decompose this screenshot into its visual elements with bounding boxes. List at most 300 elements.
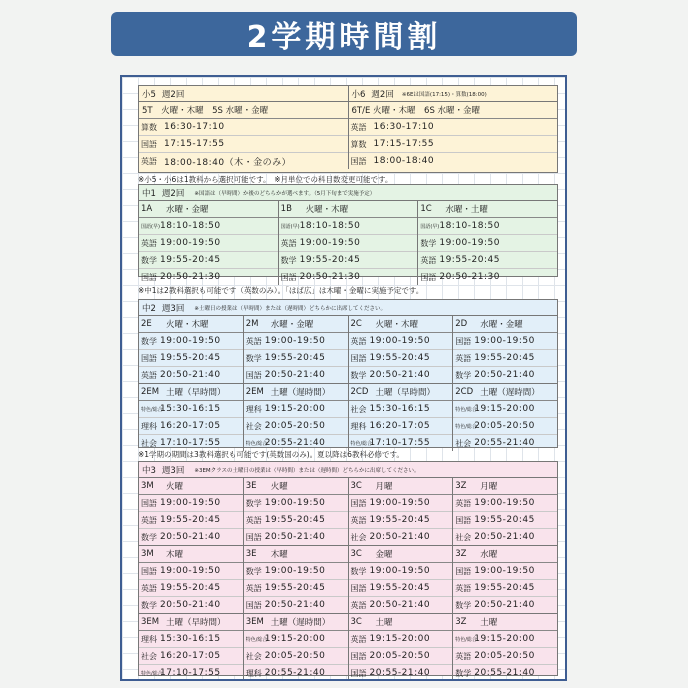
time-slot: 20:50-21:40 (264, 600, 326, 610)
time-slot: 19:15-20:00 (264, 634, 326, 644)
subject: 国語 (141, 566, 157, 576)
subject: 英語 (350, 336, 367, 346)
time-slot: 19:00-19:50 (369, 336, 431, 346)
time-slot: 20:50-21:40 (160, 600, 221, 610)
class-column (418, 201, 557, 285)
class-header (244, 614, 348, 631)
class-name: 2C (350, 319, 362, 329)
schedule-row (349, 367, 453, 383)
class-days: 月曜 (480, 482, 498, 492)
subject: 数学 (245, 498, 262, 508)
time-slot: 20:50-21:40 (264, 370, 326, 380)
time-slot: 20:50-21:40 (474, 532, 535, 542)
time-slot: 19:55-20:45 (264, 583, 326, 593)
subject: 国語 (420, 272, 437, 282)
subject: 数学 (350, 370, 367, 380)
grade7-footnote: ※中1は2教科選択も可能です（英数のみ）。「はば広」は木曜・金曜に実施予定です。 (138, 286, 424, 295)
class-name: 2CD (455, 387, 474, 397)
time-slot: 15:30-16:15 (369, 404, 431, 414)
class-name: 2D (455, 319, 468, 329)
page-title: 2学期時間割 (246, 20, 442, 55)
grade8-panel (138, 299, 558, 448)
subject: 国語 (350, 353, 367, 363)
subject: 英語 (420, 255, 437, 265)
schedule-row (418, 218, 557, 235)
class-header (279, 201, 418, 218)
schedule-row (244, 631, 348, 648)
subject: 数学 (455, 370, 472, 380)
schedule-row (139, 418, 243, 435)
subject: 英語 (455, 651, 472, 661)
subject: 英語 (350, 600, 367, 610)
schedule-row (453, 631, 557, 648)
time-slot: 20:05-20:50 (474, 651, 535, 661)
schedule-row (279, 235, 418, 252)
grade5-freq: 週2回 (161, 89, 185, 100)
class-column (244, 614, 349, 681)
subject: 数学 (350, 566, 367, 576)
schedule-row (453, 495, 557, 512)
subject: 国語 (245, 370, 262, 380)
class-days: 月曜 (375, 482, 393, 492)
subject: 国語 (350, 583, 367, 593)
subject: 社会 (350, 404, 367, 414)
time-slot: 16:20-17:05 (160, 421, 221, 431)
schedule-row (244, 418, 348, 435)
class-name: 3EM (141, 617, 160, 627)
schedule-row: 国語 18:00-18:40 (350, 156, 435, 166)
subject: 社会 (141, 651, 157, 661)
schedule-row (453, 350, 557, 367)
class-header (453, 478, 557, 495)
subject: 国語 (141, 353, 157, 363)
time-slot: 19:00-19:50 (369, 498, 431, 508)
time-slot: 19:15-20:00 (474, 404, 535, 414)
schedule-sheet (120, 75, 567, 681)
time-slot: 18:10-18:50 (160, 221, 221, 231)
class-header (244, 384, 348, 401)
subject: 英語 (245, 336, 262, 346)
subject: 国語(早) (280, 223, 300, 230)
schedule-row (418, 252, 557, 269)
time-slot: 19:00-19:50 (160, 238, 221, 248)
subject: 英語 (280, 238, 297, 248)
schedule-row (349, 597, 453, 613)
subject: 数学 (455, 668, 472, 678)
subject: 社会 (245, 651, 262, 661)
schedule-row (244, 350, 348, 367)
schedule-row (349, 529, 453, 545)
time-slot: 20:50-21:40 (369, 532, 431, 542)
schedule-row: 英語 18:00-18:40（木・金のみ） (141, 156, 292, 168)
schedule-row (453, 648, 557, 665)
grade8-saturday-block (139, 384, 557, 451)
schedule-row (453, 597, 557, 613)
class-column (139, 384, 244, 451)
schedule-row (139, 665, 243, 681)
schedule-row (279, 269, 418, 285)
class-name: 3E (245, 481, 257, 491)
time-slot: 19:15-20:00 (474, 634, 535, 644)
schedule-row (139, 350, 243, 367)
subject: 英語 (350, 515, 367, 525)
schedule-row (349, 665, 453, 681)
schedule-row (244, 580, 348, 597)
class-header (244, 316, 348, 333)
schedule-row (139, 529, 243, 545)
schedule-row (244, 597, 348, 613)
class-column (139, 546, 244, 613)
time-slot: 20:05-20:50 (474, 421, 535, 431)
grade9-block-1 (139, 478, 557, 545)
schedule-row (279, 252, 418, 269)
class-days: 水曜・金曜 (480, 320, 523, 330)
class-header (453, 546, 557, 563)
class-name: 3Z (455, 549, 467, 559)
class-column (349, 316, 454, 383)
time-slot: 20:50-21:40 (160, 370, 221, 380)
subject: 国語 (455, 515, 472, 525)
class-header (139, 201, 278, 218)
time-slot: 19:00-19:50 (369, 566, 431, 576)
subject: 国語 (455, 566, 472, 576)
subject: 特色/総合 (141, 670, 163, 677)
schedule-row (139, 495, 243, 512)
subject: 国語(早) (141, 223, 160, 230)
schedule-row (139, 218, 278, 235)
grade9-saturday-block (139, 614, 557, 681)
grade8-footnote: ※1学期の期間は3教科選択も可能です(英数国のみ)。夏以降は6教科必修です。 (138, 450, 404, 459)
class-name: 3EM (245, 617, 264, 627)
grade7-freq: 週2回 (161, 188, 185, 199)
time-slot: 20:50-21:40 (369, 370, 431, 380)
class-days: 土曜（遅時間） (480, 388, 540, 398)
class-header (349, 614, 453, 631)
class-name: 2E (141, 319, 152, 329)
grade5-label: 小5 (142, 89, 156, 100)
schedule-row (349, 512, 453, 529)
class-header (139, 384, 243, 401)
subject: 英語 (455, 498, 472, 508)
class-days: 金曜 (375, 550, 393, 560)
subject: 理科 (141, 634, 157, 644)
elementary-panel (138, 85, 558, 173)
class-header (418, 201, 557, 218)
subject: 英語 (455, 583, 472, 593)
grade9-note: ※3EMクラスの土曜日の授業は（早時間）または（遅時間）どちらかに出席してください。 (194, 467, 420, 474)
subject: 社会 (455, 438, 472, 448)
schedule-row (139, 235, 278, 252)
class-days: 火曜・木曜 (375, 320, 419, 330)
class-header (244, 478, 348, 495)
subject: 国語 (455, 336, 472, 346)
grade6-note: ※6Eは国語(17:15)・算数(18:00) (401, 91, 487, 98)
time-slot: 19:55-20:45 (264, 353, 326, 363)
class-header (349, 478, 453, 495)
page-title-banner (111, 12, 577, 56)
time-slot: 19:55-20:45 (160, 353, 221, 363)
class-name: 2M (245, 319, 259, 329)
subject: 特色/総合 (455, 406, 477, 413)
schedule-row (418, 235, 557, 252)
elementary-note: ※小5・小6は1教科から選択可能です。 ※月単位での科目数変更可能です。 (138, 175, 393, 184)
schedule-row (453, 563, 557, 580)
schedule-row (139, 269, 278, 285)
schedule-row (453, 529, 557, 545)
class-column (279, 201, 419, 285)
schedule-row (244, 529, 348, 545)
grade8-note: ※土曜日の授業は（早時間）または（遅時間）どちらかに出席してください。 (194, 305, 386, 312)
subject: 英語 (245, 583, 262, 593)
class-days: 水曜・金曜 (166, 205, 209, 215)
schedule-row (139, 401, 243, 418)
grade7-columns (139, 201, 557, 285)
time-slot: 20:50-21:40 (160, 532, 221, 542)
time-slot: 20:50-21:30 (299, 272, 361, 282)
time-slot: 20:50-21:40 (474, 600, 535, 610)
time-slot: 20:05-20:50 (264, 421, 326, 431)
class-column (453, 546, 557, 613)
class-column (139, 614, 244, 681)
schedule-row (244, 665, 348, 681)
time-slot: 16:20-17:05 (369, 421, 431, 431)
subject: 数学 (245, 353, 262, 363)
grade9-block-2 (139, 546, 557, 613)
schedule-row (349, 648, 453, 665)
subject: 英語 (141, 515, 157, 525)
class-name: 1C (420, 204, 432, 214)
class-name: 2EM (245, 387, 264, 397)
schedule-row (244, 367, 348, 383)
class-column (349, 478, 454, 545)
schedule-row: 算数 16:30-17:10 (139, 119, 348, 136)
grade7-panel (138, 184, 558, 282)
subject: 英語 (350, 634, 367, 644)
schedule-row: 国語 17:15-17:55 (139, 136, 348, 153)
class-name: 3E (245, 549, 257, 559)
grade9-panel (138, 461, 558, 676)
time-slot: 20:55-21:40 (264, 438, 326, 448)
schedule-row (349, 418, 453, 435)
schedule-row (244, 563, 348, 580)
class-column (244, 384, 349, 451)
class-column (349, 546, 454, 613)
time-slot: 19:55-20:45 (474, 353, 535, 363)
subject: 数学 (141, 600, 157, 610)
class-column (349, 614, 454, 681)
subject: 社会 (141, 438, 157, 448)
schedule-row (244, 333, 348, 350)
grade5-column (139, 86, 349, 169)
subject: 英語 (141, 238, 157, 248)
time-slot: 19:00-19:50 (474, 566, 535, 576)
time-slot: 20:50-21:30 (439, 272, 500, 282)
time-slot: 19:55-20:45 (369, 353, 431, 363)
schedule-row (349, 495, 453, 512)
class-days: 水曜 (480, 550, 498, 560)
class-header (139, 478, 243, 495)
class-name: 3C (350, 549, 362, 559)
schedule-row (139, 597, 243, 613)
time-slot: 20:50-21:30 (160, 272, 221, 282)
grade9-freq: 週3回 (161, 465, 185, 476)
subject: 理科 (245, 668, 262, 678)
time-slot: 19:00-19:50 (264, 336, 326, 346)
subject: 理科 (245, 404, 262, 414)
schedule-row (453, 401, 557, 418)
class-days: 土曜 (375, 618, 393, 628)
subject: 国語 (350, 668, 367, 678)
time-slot: 16:20-17:05 (160, 651, 221, 661)
class-name: 3M (141, 481, 154, 491)
class-header (349, 316, 453, 333)
time-slot: 20:05-20:50 (264, 651, 326, 661)
grade8-weekday-block (139, 316, 557, 383)
grade8-label: 中2 (142, 303, 156, 314)
time-slot: 18:10-18:50 (439, 221, 500, 231)
time-slot: 19:55-20:45 (160, 583, 221, 593)
grade7-note: ※国語は（早時間）か後のどちらかが選べます。（5月下旬まで実施予定） (194, 190, 376, 197)
time-slot: 19:55-20:45 (160, 515, 221, 525)
class-days: 土曜（遅時間） (270, 618, 331, 628)
subject: 国語 (245, 532, 262, 542)
class-header (453, 384, 557, 401)
time-slot: 15:30-16:15 (160, 634, 221, 644)
class-days: 土曜（早時間） (166, 388, 226, 398)
class-column (139, 201, 279, 285)
subject: 社会 (350, 532, 367, 542)
class-name: 3M (141, 549, 154, 559)
grade7-label: 中1 (142, 188, 156, 199)
class-days: 木曜 (270, 550, 288, 560)
subject: 国語 (141, 498, 157, 508)
time-slot: 20:50-21:40 (369, 600, 431, 610)
time-slot: 19:00-19:50 (474, 336, 535, 346)
class-column (453, 384, 557, 451)
time-slot: 20:50-21:40 (474, 370, 535, 380)
schedule-row (349, 350, 453, 367)
class-header (244, 546, 348, 563)
time-slot: 19:55-20:45 (474, 515, 535, 525)
schedule-row (453, 367, 557, 383)
schedule-row (139, 252, 278, 269)
time-slot: 20:55-21:40 (474, 438, 535, 448)
schedule-row (453, 418, 557, 435)
class-column (139, 316, 244, 383)
class-days: 土曜（遅時間） (270, 388, 331, 398)
grade8-freq: 週3回 (161, 303, 185, 314)
class-days: 土曜（早時間） (166, 618, 226, 628)
class-days: 土曜 (480, 618, 498, 628)
time-slot: 20:55-21:40 (474, 668, 535, 678)
class-days: 水曜・金曜 (270, 320, 314, 330)
time-slot: 19:00-19:50 (264, 566, 326, 576)
schedule-row (453, 333, 557, 350)
class-days: 火曜・木曜 (166, 320, 209, 330)
class-days: 火曜 (166, 482, 184, 492)
subject: 英語 (141, 583, 157, 593)
schedule-row (244, 648, 348, 665)
schedule-row (244, 401, 348, 418)
schedule-row (453, 580, 557, 597)
subject: 数学 (420, 238, 437, 248)
class-column (453, 478, 557, 545)
subject: 数学 (141, 532, 157, 542)
time-slot: 17:10-17:55 (369, 438, 431, 448)
class-days: 土曜（早時間） (375, 388, 436, 398)
class-days: 火曜 (270, 482, 288, 492)
time-slot: 19:15-20:00 (264, 404, 326, 414)
schedule-row (279, 218, 418, 235)
class-header (139, 316, 243, 333)
schedule-row (244, 495, 348, 512)
schedule-row (139, 648, 243, 665)
subject: 国語 (280, 272, 297, 282)
time-slot: 20:50-21:40 (264, 532, 326, 542)
grade6-label: 小6 (351, 89, 366, 100)
class-name: 3C (350, 617, 362, 627)
subject: 理科 (141, 421, 157, 431)
schedule-row (139, 333, 243, 350)
grade9-label: 中3 (142, 465, 156, 476)
class-header (453, 614, 557, 631)
time-slot: 20:55-21:40 (264, 668, 326, 678)
grade6-freq: 週2回 (371, 89, 394, 100)
schedule-row (453, 512, 557, 529)
subject: 特色/総合 (350, 440, 373, 447)
subject: 英語 (245, 515, 262, 525)
time-slot: 18:10-18:50 (299, 221, 361, 231)
time-slot: 17:10-17:55 (160, 668, 221, 678)
time-slot: 19:55-20:45 (160, 255, 221, 265)
time-slot: 19:55-20:45 (264, 515, 326, 525)
subject: 英語 (455, 353, 472, 363)
schedule-row (139, 631, 243, 648)
time-slot: 20:05-20:50 (369, 651, 431, 661)
class-name: 3C (350, 481, 362, 491)
subject: 国語 (141, 272, 157, 282)
class-header (139, 614, 243, 631)
subject: 国語 (350, 651, 367, 661)
grade6-column (349, 86, 558, 169)
class-name: 1A (141, 204, 153, 214)
class-name: 2CD (350, 387, 369, 397)
subject: 国語 (350, 498, 367, 508)
class-header (453, 316, 557, 333)
time-slot: 19:55-20:45 (369, 515, 431, 525)
schedule-row (349, 580, 453, 597)
time-slot: 19:00-19:50 (299, 238, 361, 248)
subject: 国語 (245, 600, 262, 610)
schedule-row (453, 665, 557, 681)
time-slot: 19:00-19:50 (160, 566, 221, 576)
subject: 社会 (245, 421, 262, 431)
time-slot: 19:00-19:50 (439, 238, 500, 248)
schedule-row: 英語 16:30-17:10 (349, 119, 558, 136)
subject: 数学 (455, 600, 472, 610)
class-days: 火曜・木曜 (305, 205, 349, 215)
time-slot: 19:55-20:45 (439, 255, 500, 265)
grade6-classes: 6T/E 火曜・木曜 6S 水曜・金曜 (351, 106, 481, 116)
class-column (244, 478, 349, 545)
subject: 数学 (280, 255, 297, 265)
schedule-row (349, 333, 453, 350)
class-days: 水曜・土曜 (445, 205, 488, 215)
time-slot: 19:55-20:45 (474, 583, 535, 593)
schedule-row (139, 580, 243, 597)
class-name: 3Z (455, 481, 467, 491)
class-header (139, 546, 243, 563)
